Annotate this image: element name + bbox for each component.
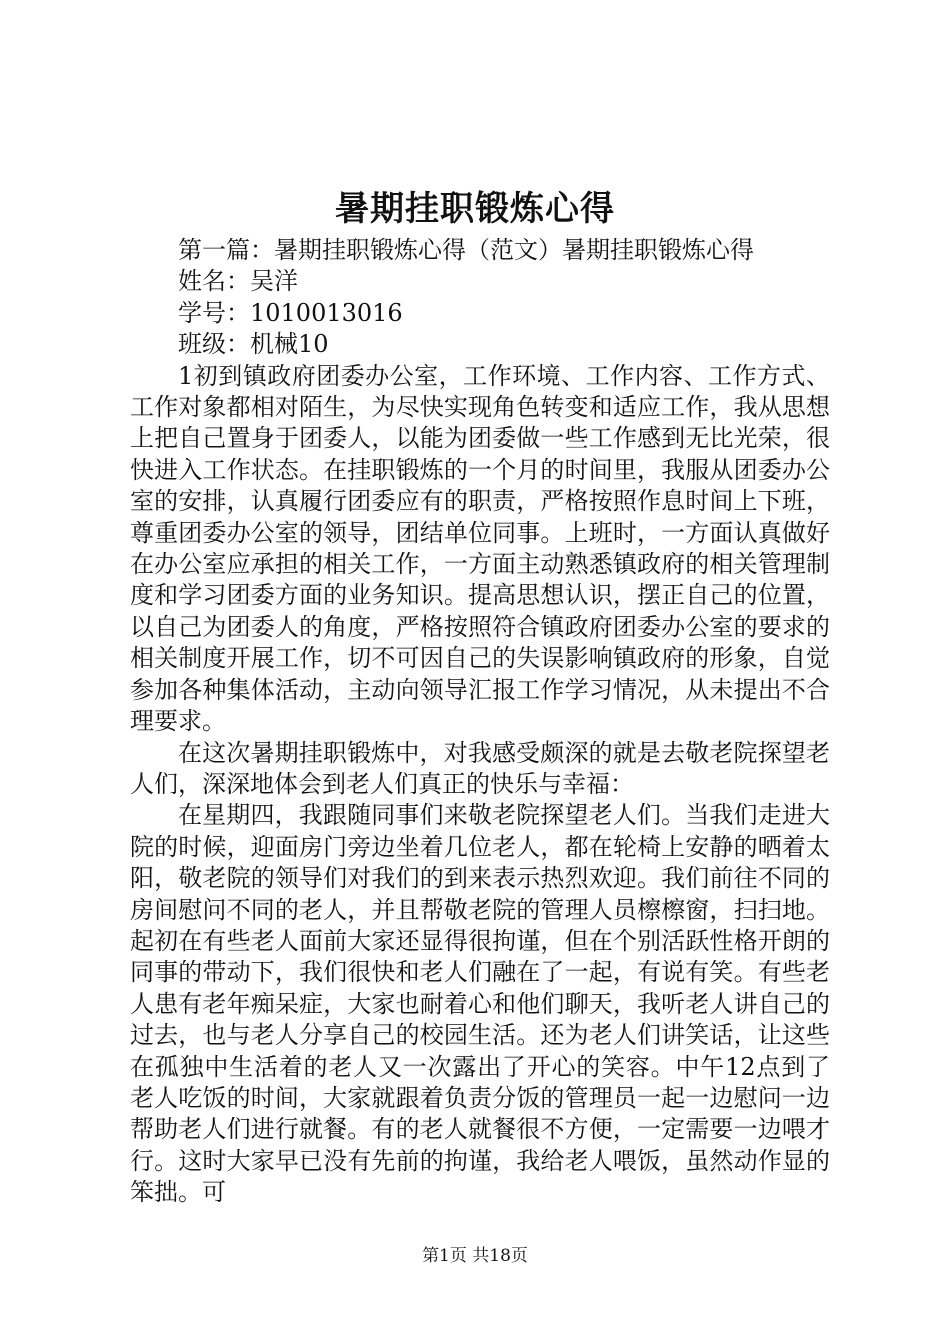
- paragraph-student-id: 学号：1010013016: [178, 298, 403, 327]
- paragraph-body-1: 1初到镇政府团委办公室，工作环境、工作内容、工作方式、工作对象都相对陌生，为尽快实现角色转变和适应工作，我从思想上把自己置身于团委人，以能为团委做一些工作感到无比光荣，很快进入工作状态。在挂职锻炼的一个月的时间里，我服从团委办公室的安排，认真履行团委应有的职责，严格按照作息时间上下班，尊重团委办公室的领导，团结单位同事。上班时，一方面认真做好在办公室应承担的相关工作，一方面主动熟悉镇政府的相关管理制度和学习团委方面的业务知识。提高思想认识，摆正自己的位置，以自己为团委人的角度，严格按照符合镇政府团委办公室的要求的相关制度开展工作，切不可因自己的失误影响镇政府的形象，自觉参加各种集体活动，主动向领导汇报工作学习情况，从未提出不合理要求。: [130, 361, 830, 736]
- page-footer: 第1页 共18页: [422, 1246, 528, 1266]
- paragraph-subtitle: 第一篇：暑期挂职锻炼心得（范文）暑期挂职锻炼心得: [178, 236, 754, 264]
- document-body: [130, 235, 830, 1209]
- paragraph-class: 班级：机械10: [178, 330, 329, 359]
- paragraph-name: 姓名：吴洋: [178, 267, 298, 296]
- document-title: 暑期挂职锻炼心得: [335, 189, 615, 229]
- paragraph-body-2: 在这次暑期挂职锻炼中，对我感受颇深的就是去敬老院探望老人们，深深地体会到老人们真正的快乐与幸福：: [130, 738, 830, 798]
- paragraph-body-3: 在星期四，我跟随同事们来敬老院探望老人们。当我们走进大院的时候，迎面房门旁边坐着几位老人，都在轮椅上安静的晒着太阳，敬老院的领导们对我们的到来表示热烈欢迎。我们前往不同的房间慰问不同的老人，并且帮敬老院的管理人员檫檫窗，扫扫地。起初在有些老人面前大家还显得很拘谨，但在个别活跃性格开朗的同事的带动下，我们很快和老人们融在了一起，有说有笑。有些老人患有老年痴呆症，大家也耐着心和他们聊天，我听老人讲自己的过去，也与老人分享自己的校园生活。还为老人们讲笑话，让这些在孤独中生活着的老人又一次露出了开心的笑容。中午12点到了老人吃饭的时间，大家就跟着负责分饭的管理员一起一边慰问一边帮助老人们进行就餐。有的老人就餐很不方便，一定需要一边喂才行。这时大家早已没有先前的拘谨，我给老人喂饭，虽然动作显的笨拙。可: [130, 801, 830, 1207]
